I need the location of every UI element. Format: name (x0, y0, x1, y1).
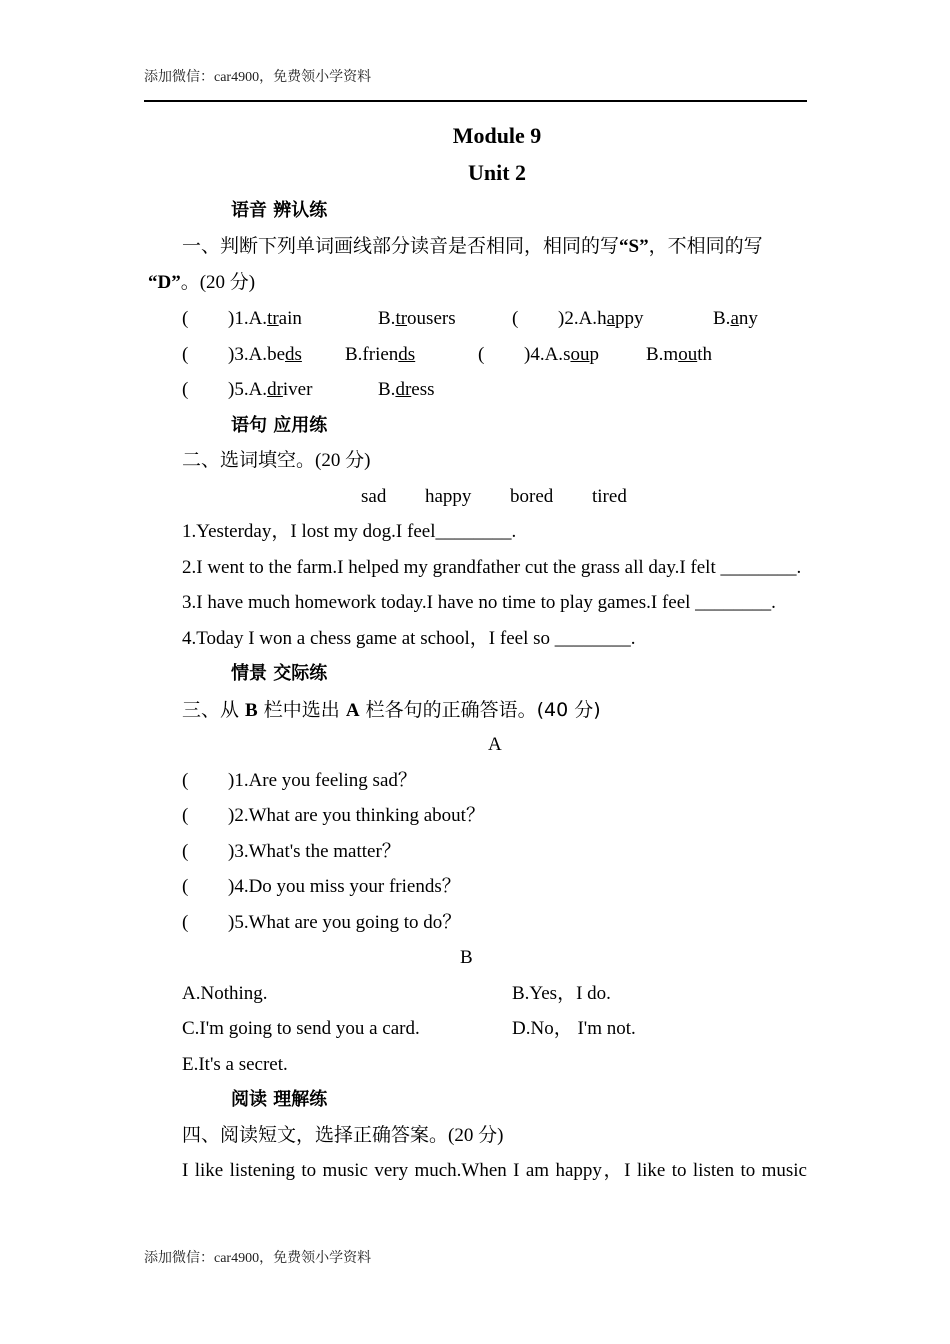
q1-item-4: ( )4.A.soup (478, 344, 599, 365)
q1-item-2-b: B.any (713, 308, 758, 329)
section-sentences: 语句 应用练 (231, 415, 328, 436)
header-rule (144, 100, 807, 102)
section-pronunciation: 语音 辨认练 (231, 200, 328, 221)
q3-a-item-1: ( )1.Are you feeling sad？ (182, 770, 417, 791)
q3-a-item-4: ( )4.Do you miss your friends？ (182, 876, 461, 897)
q1-item-1: ( )1.A.train (182, 308, 302, 329)
q1-item-5-b: B.dress (378, 379, 435, 400)
q1-item-4-b: B.mouth (646, 344, 712, 365)
q3-column-a-label: A (488, 734, 502, 755)
q1-item-5: ( )5.A.driver (182, 379, 313, 400)
q1-item-3: ( )3.A.beds (182, 344, 302, 365)
q2-sentence-2: 2.I went to the farm.I helped my grandfather cut the grass all day.I felt ________. (182, 557, 802, 578)
q2-sentence-1: 1.Yesterday，I lost my dog.I feel________. (182, 521, 517, 542)
section-situational: 情景 交际练 (231, 663, 328, 684)
q4-passage-line1: I like listening to music very much.When I am happy，I like to listen to music (182, 1160, 807, 1181)
page-header: 添加微信：car4900，免费领小学资料 (144, 70, 372, 85)
q3-b-item-d: D.No， I'm not. (512, 1018, 636, 1039)
q2-instruction: 二、选词填空。(20 分) (182, 450, 371, 471)
unit-title: Unit 2 (467, 160, 527, 185)
q3-column-b-label: B (460, 947, 473, 968)
q2-word-bored: bored (510, 486, 554, 507)
q3-b-item-e: E.It's a secret. (182, 1054, 288, 1075)
q3-b-item-a: A.Nothing. (182, 983, 268, 1004)
section-reading: 阅读 理解练 (231, 1089, 328, 1110)
q3-a-item-3: ( )3.What's the matter？ (182, 841, 401, 862)
page-footer: 添加微信：car4900，免费领小学资料 (144, 1251, 372, 1266)
q3-b-item-b: B.Yes，I do. (512, 983, 611, 1004)
q1-item-1-b: B.trousers (378, 308, 456, 329)
q2-word-tired: tired (592, 486, 627, 507)
q2-word-sad: sad (361, 486, 387, 507)
q2-sentence-3: 3.I have much homework today.I have no time to play games.I feel ________. (182, 592, 776, 613)
q1-instruction-line1: 一、判断下列单词画线部分读音是否相同，相同的写“S”，不相同的写 (182, 235, 763, 257)
q3-instruction: 三、从 B 栏中选出 A 栏各句的正确答语。(40 分) (182, 699, 601, 721)
q4-instruction: 四、阅读短文，选择正确答案。(20 分) (182, 1125, 504, 1146)
q1-instruction-line2: “D”。(20 分) (148, 272, 256, 293)
q1-item-2: ( )2.A.happy (512, 308, 644, 329)
q3-a-item-5: ( )5.What are you going to do？ (182, 912, 462, 933)
q2-word-happy: happy (425, 486, 472, 507)
q3-a-item-2: ( )2.What are you thinking about？ (182, 805, 485, 826)
q3-b-item-c: C.I'm going to send you a card. (182, 1018, 420, 1039)
module-title: Module 9 (452, 123, 542, 148)
q2-sentence-4: 4.Today I won a chess game at school，I feel so ________. (182, 628, 636, 649)
q1-item-3-b: B.friends (345, 344, 416, 365)
